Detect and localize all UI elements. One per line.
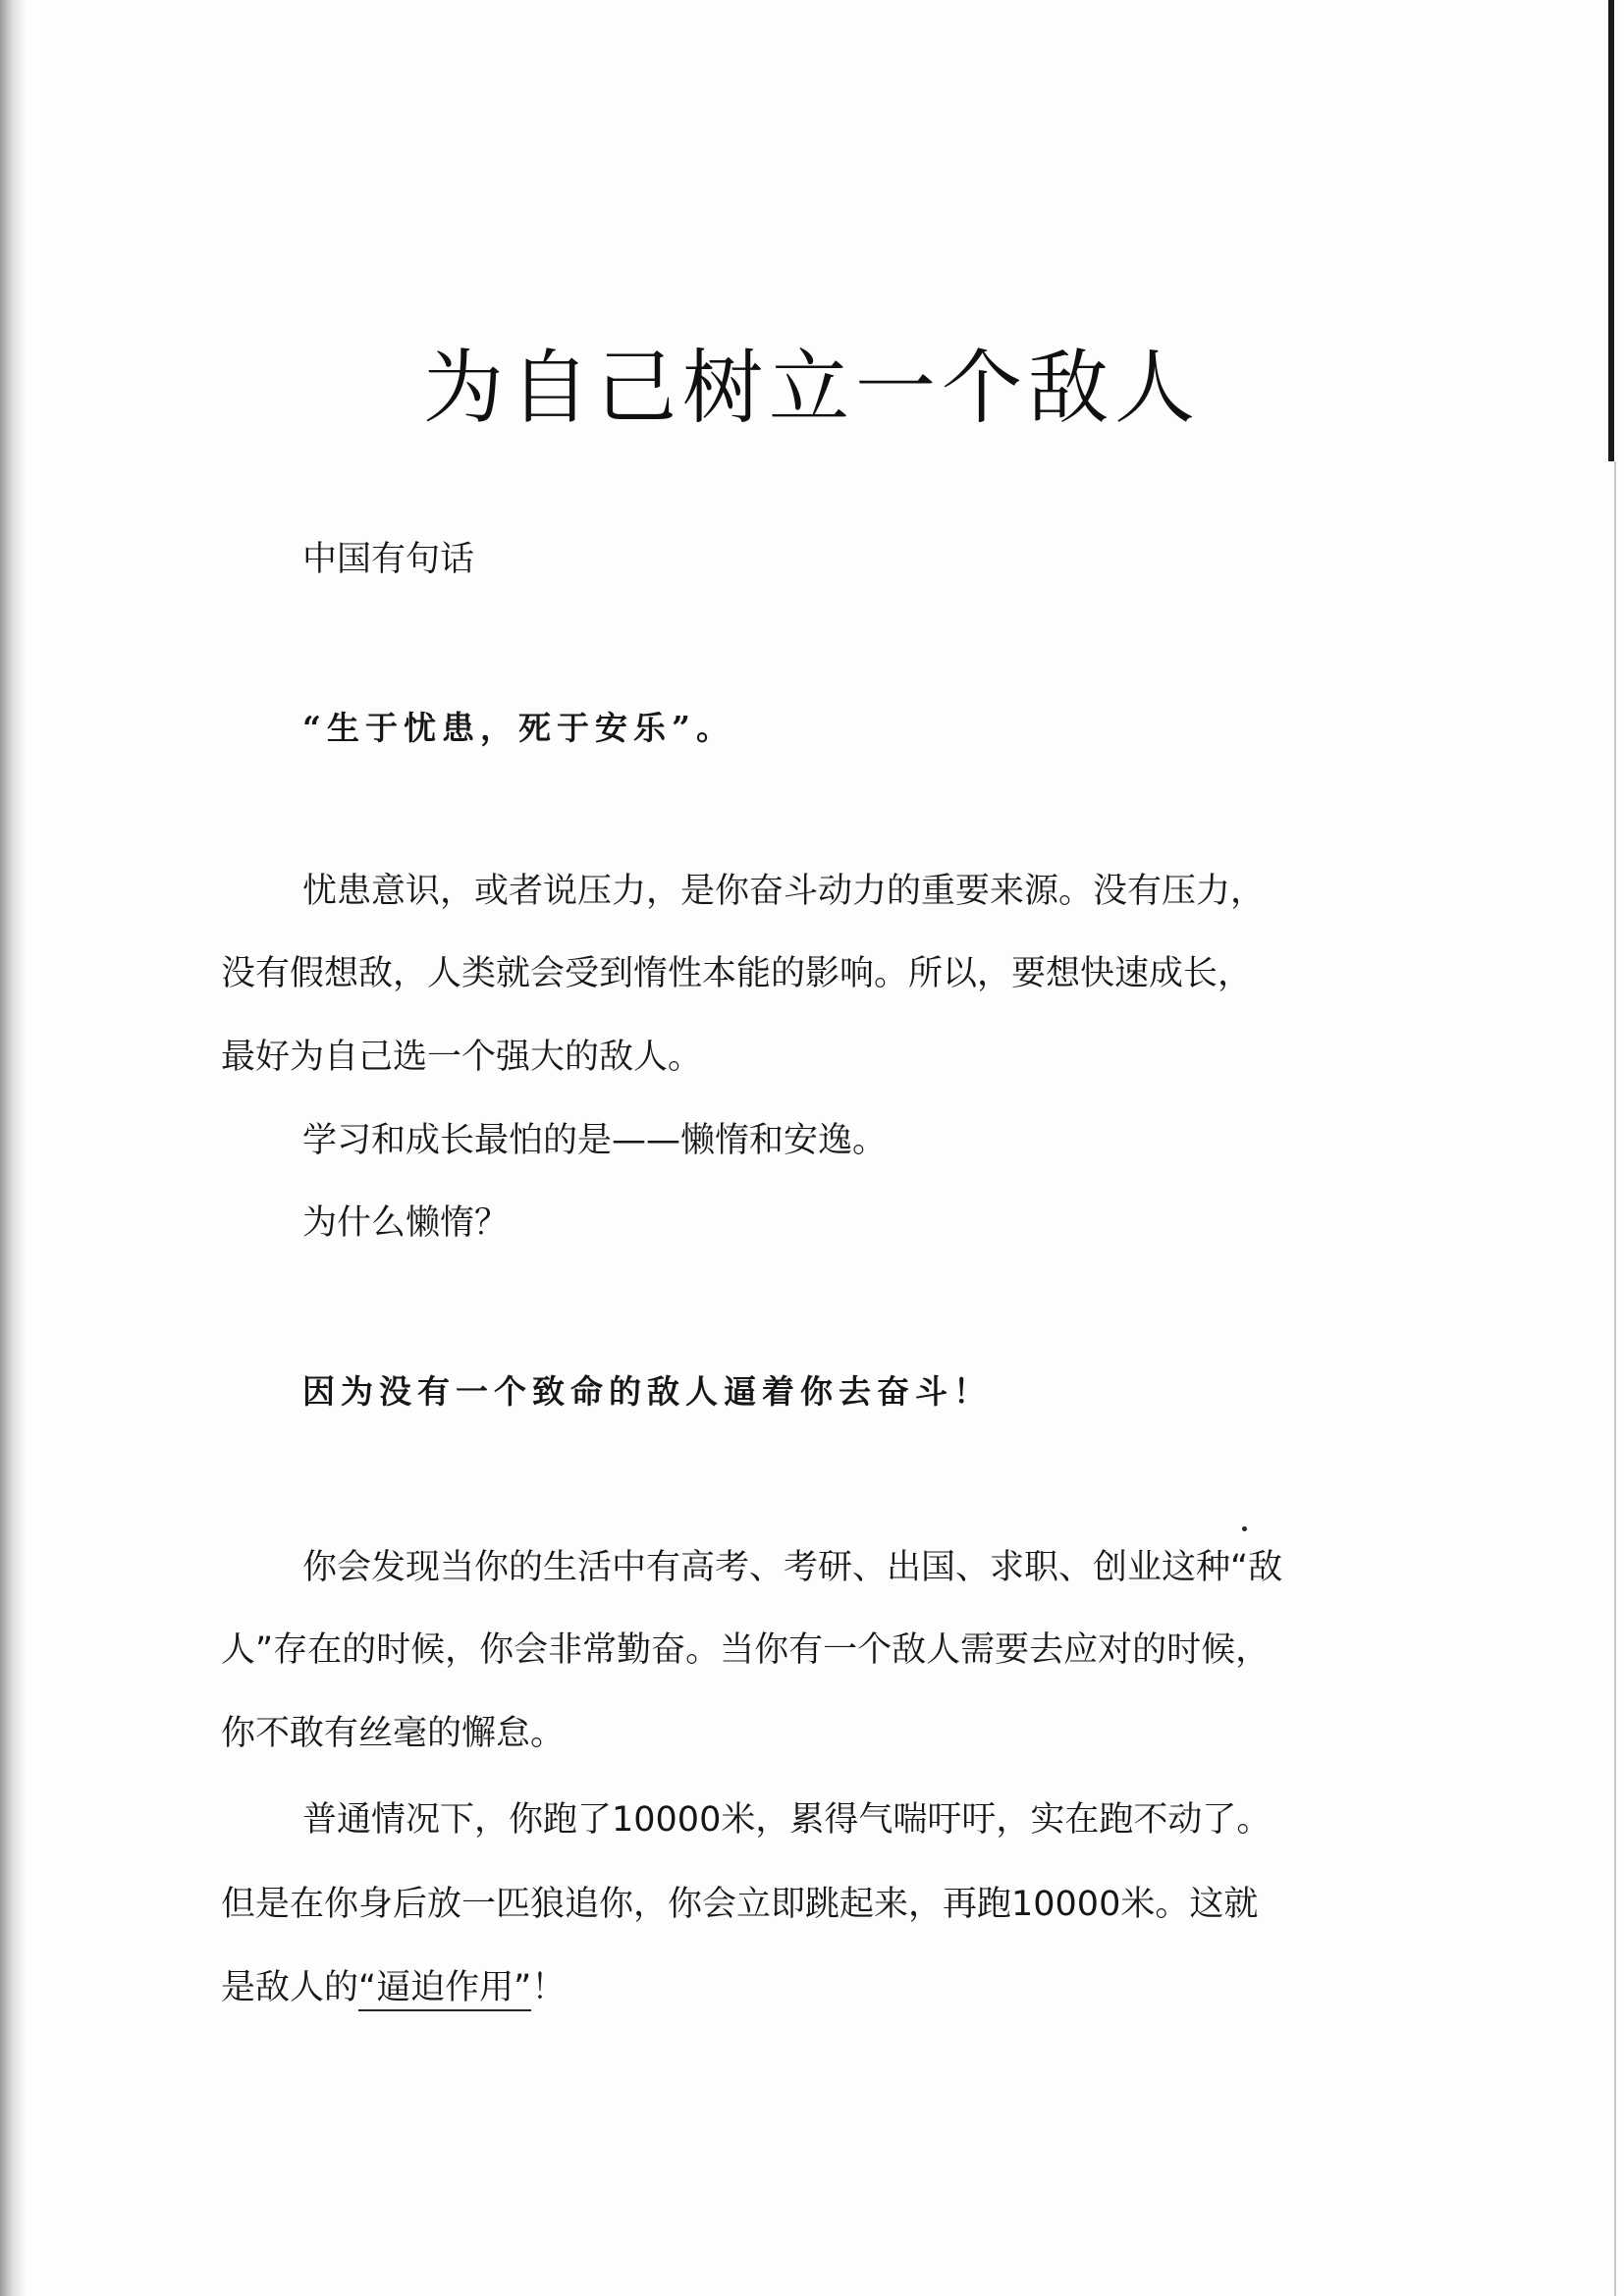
paragraph-3-line-1: 你会发现当你的生活中有高考、考研、出国、求职、创业这种“敌 [302,1548,1283,1587]
paragraph-1-line-3: 最好为自己选一个强大的敌人。 [221,1038,703,1077]
paragraph-4-line-3-text: 是敌人的 [221,1968,359,2007]
scan-speck [1242,1526,1247,1531]
question-line: 为什么懒惰？ [302,1203,510,1243]
paragraph-4-line-3 [221,1966,1380,2009]
answer-line: 因为没有一个致命的敌人逼着你去奋斗！ [302,1372,992,1411]
document-title: 为自己树立一个敌人 [422,342,1201,435]
paragraph-4-line-1: 普通情况下，你跑了10000米，累得气喘吁吁，实在跑不动了。 [302,1800,1272,1840]
paragraph-1-line-2: 没有假想敌，人类就会受到惰性本能的影响。所以，要想快速成长， [221,954,1253,993]
intro-line: 中国有句话 [302,540,475,579]
paragraph-1-line-1: 忧患意识，或者说压力，是你奋斗动力的重要来源。没有压力， [302,872,1266,911]
paragraph-4-line-2: 但是在你身后放一匹狼追你，你会立即跳起来，再跑10000米。这就 [221,1885,1259,1924]
paragraph-3-line-2: 人”存在的时候，你会非常勤奋。当你有一个敌人需要去应对的时候， [221,1630,1271,1670]
proverb-line: “生于忧患，死于安乐”。 [302,709,734,747]
emphasis-text: “逼迫作用” [358,1968,531,2011]
ending-punctuation: ！ [531,1968,567,2007]
scan-right-edge-line [1614,461,1616,2296]
paragraph-2-line: 学习和成长最怕的是——懒惰和安逸。 [302,1121,888,1160]
paragraph-3-line-3: 你不敢有丝毫的懈怠。 [221,1714,566,1753]
